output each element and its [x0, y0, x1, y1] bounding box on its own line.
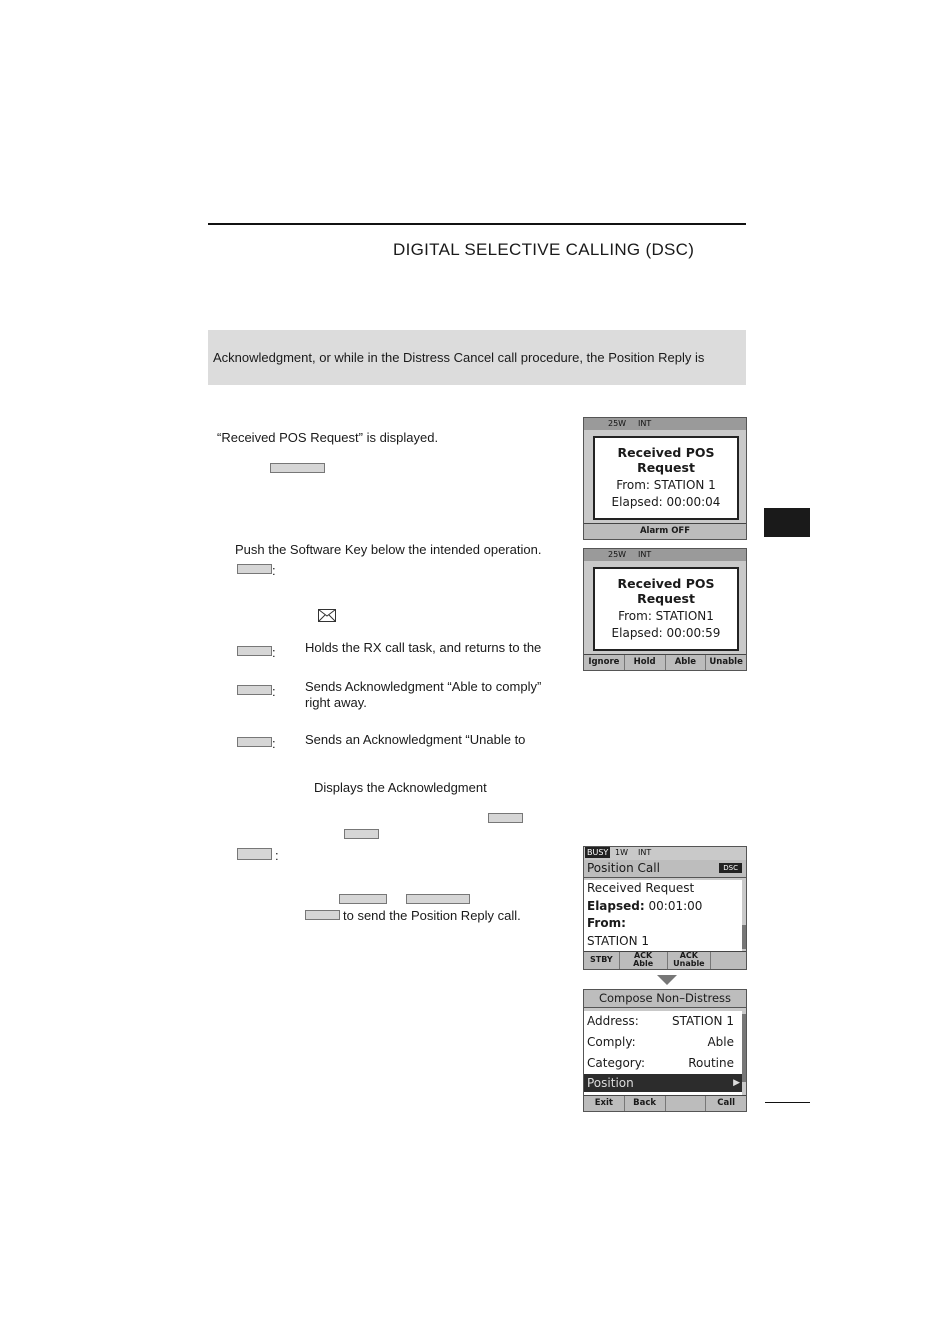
pos-request-dialog	[593, 436, 739, 520]
dialog-title: Received POS Request	[617, 576, 715, 606]
compose-list	[584, 1011, 742, 1095]
dialog-elapsed: Elapsed: 00:00:59	[611, 626, 721, 640]
int-indicator: INT	[638, 848, 652, 857]
softkey-able[interactable]: Able	[666, 655, 707, 670]
colon: :	[272, 563, 276, 578]
radio-screen-position-call	[583, 846, 747, 970]
key-image	[237, 848, 272, 860]
chevron-right-icon: ▶	[733, 1078, 740, 1088]
softkey-back[interactable]: Back	[625, 1096, 666, 1111]
category-row[interactable]	[584, 1053, 742, 1074]
scrollbar[interactable]	[742, 925, 746, 949]
colon: :	[272, 736, 276, 751]
busy-indicator: BUSY	[587, 848, 609, 857]
alarm-off-key-image	[270, 463, 325, 473]
chapter-title: DIGITAL SELECTIVE CALLING (DSC)	[393, 240, 695, 259]
softkey-bar	[584, 654, 746, 670]
status-bar	[584, 418, 746, 430]
power-indicator: 1W	[615, 848, 628, 857]
radio-screen-compose-non-distress	[583, 989, 747, 1112]
envelope-icon	[318, 609, 336, 622]
softkey-hold[interactable]: Hold	[625, 655, 666, 670]
radio-screen-received-alarm	[583, 417, 747, 540]
position-row[interactable]	[584, 1074, 742, 1092]
softkey-bar	[584, 951, 746, 969]
key-image	[339, 894, 387, 904]
detail-elapsed	[584, 898, 742, 916]
unable-description: Sends an Acknowledgment “Unable to	[305, 732, 526, 747]
hold-key-image	[237, 646, 272, 656]
displays-description: Displays the Acknowledgment	[314, 780, 487, 795]
address-label: Address:	[587, 1014, 639, 1028]
softkey-bar	[584, 523, 746, 539]
dsc-badge: DSC	[719, 863, 742, 873]
comply-label: Comply:	[587, 1035, 636, 1049]
radio-screen-received-options	[583, 548, 747, 671]
detail-station: STATION 1	[587, 933, 650, 948]
dialog-elapsed: Elapsed: 00:00:04	[611, 495, 721, 509]
category-label: Category:	[587, 1056, 645, 1070]
category-value: Routine	[688, 1056, 734, 1070]
status-bar	[584, 549, 746, 561]
power-indicator: 25W	[608, 419, 627, 428]
pos-request-dialog	[593, 567, 739, 651]
softkey-ack-able[interactable]: ACK Able	[620, 952, 668, 969]
key-image	[406, 894, 470, 904]
key-image	[344, 829, 379, 839]
ignore-key-image	[237, 564, 272, 574]
int-indicator: INT	[638, 550, 652, 559]
note-text: Acknowledgment, or while in the Distress Cancel call procedure, the Position Reply is	[213, 350, 705, 365]
able-key-image	[237, 685, 272, 695]
arrow-down-icon	[657, 975, 677, 985]
screen-title: Compose Non–Distress	[584, 990, 746, 1008]
softkey-alarm-off[interactable]: Alarm OFF	[639, 526, 691, 536]
header-rule	[208, 223, 746, 225]
push-line: Push the Software Key below the intended operation.	[235, 542, 542, 557]
able-description-2: right away.	[305, 695, 367, 710]
elapsed-label: Elapsed:	[587, 898, 645, 913]
colon: :	[272, 684, 276, 699]
colon: :	[272, 645, 276, 660]
send-line: to send the Position Reply call.	[343, 908, 521, 923]
comply-value: Able	[707, 1035, 734, 1049]
softkey-blank	[711, 952, 746, 969]
unable-key-image	[237, 737, 272, 747]
key-image	[305, 910, 340, 920]
key-image	[488, 813, 523, 823]
softkey-unable[interactable]: Unable	[709, 657, 743, 667]
able-description-1: Sends Acknowledgment “Able to comply”	[305, 679, 542, 694]
page-number-rule	[765, 1102, 810, 1103]
colon: :	[275, 848, 279, 863]
power-indicator: 25W	[608, 550, 627, 559]
dialog-title: Received POS Request	[617, 445, 715, 475]
softkey-blank	[666, 1096, 707, 1111]
chapter-tab	[764, 508, 810, 537]
address-value: STATION 1	[671, 1014, 734, 1028]
position-label: Position	[587, 1076, 634, 1090]
call-details	[584, 880, 742, 951]
dialog-from: From: STATION 1	[616, 478, 716, 492]
elapsed-value: 00:01:00	[648, 898, 703, 913]
softkey-bar	[584, 1095, 746, 1111]
detail-received: Received Request	[587, 881, 695, 895]
int-indicator: INT	[638, 419, 652, 428]
detail-from: From:	[587, 916, 626, 930]
softkey-stby[interactable]: STBY	[584, 952, 620, 969]
dialog-from: From: STATION1	[618, 609, 714, 623]
softkey-call[interactable]: Call	[717, 1098, 736, 1108]
softkey-ack-unable[interactable]: ACK Unable	[668, 952, 712, 969]
softkey-exit[interactable]: Exit	[584, 1096, 625, 1111]
screen-title-bar	[584, 860, 746, 878]
received-line: “Received POS Request” is displayed.	[217, 430, 439, 445]
hold-description: Holds the RX call task, and returns to the	[305, 640, 542, 655]
address-row[interactable]	[584, 1011, 742, 1032]
scrollbar[interactable]	[742, 1014, 746, 1082]
comply-row[interactable]	[584, 1032, 742, 1053]
softkey-ignore[interactable]: Ignore	[584, 655, 625, 670]
status-bar	[584, 847, 746, 859]
screen-title: Position Call	[587, 861, 660, 875]
